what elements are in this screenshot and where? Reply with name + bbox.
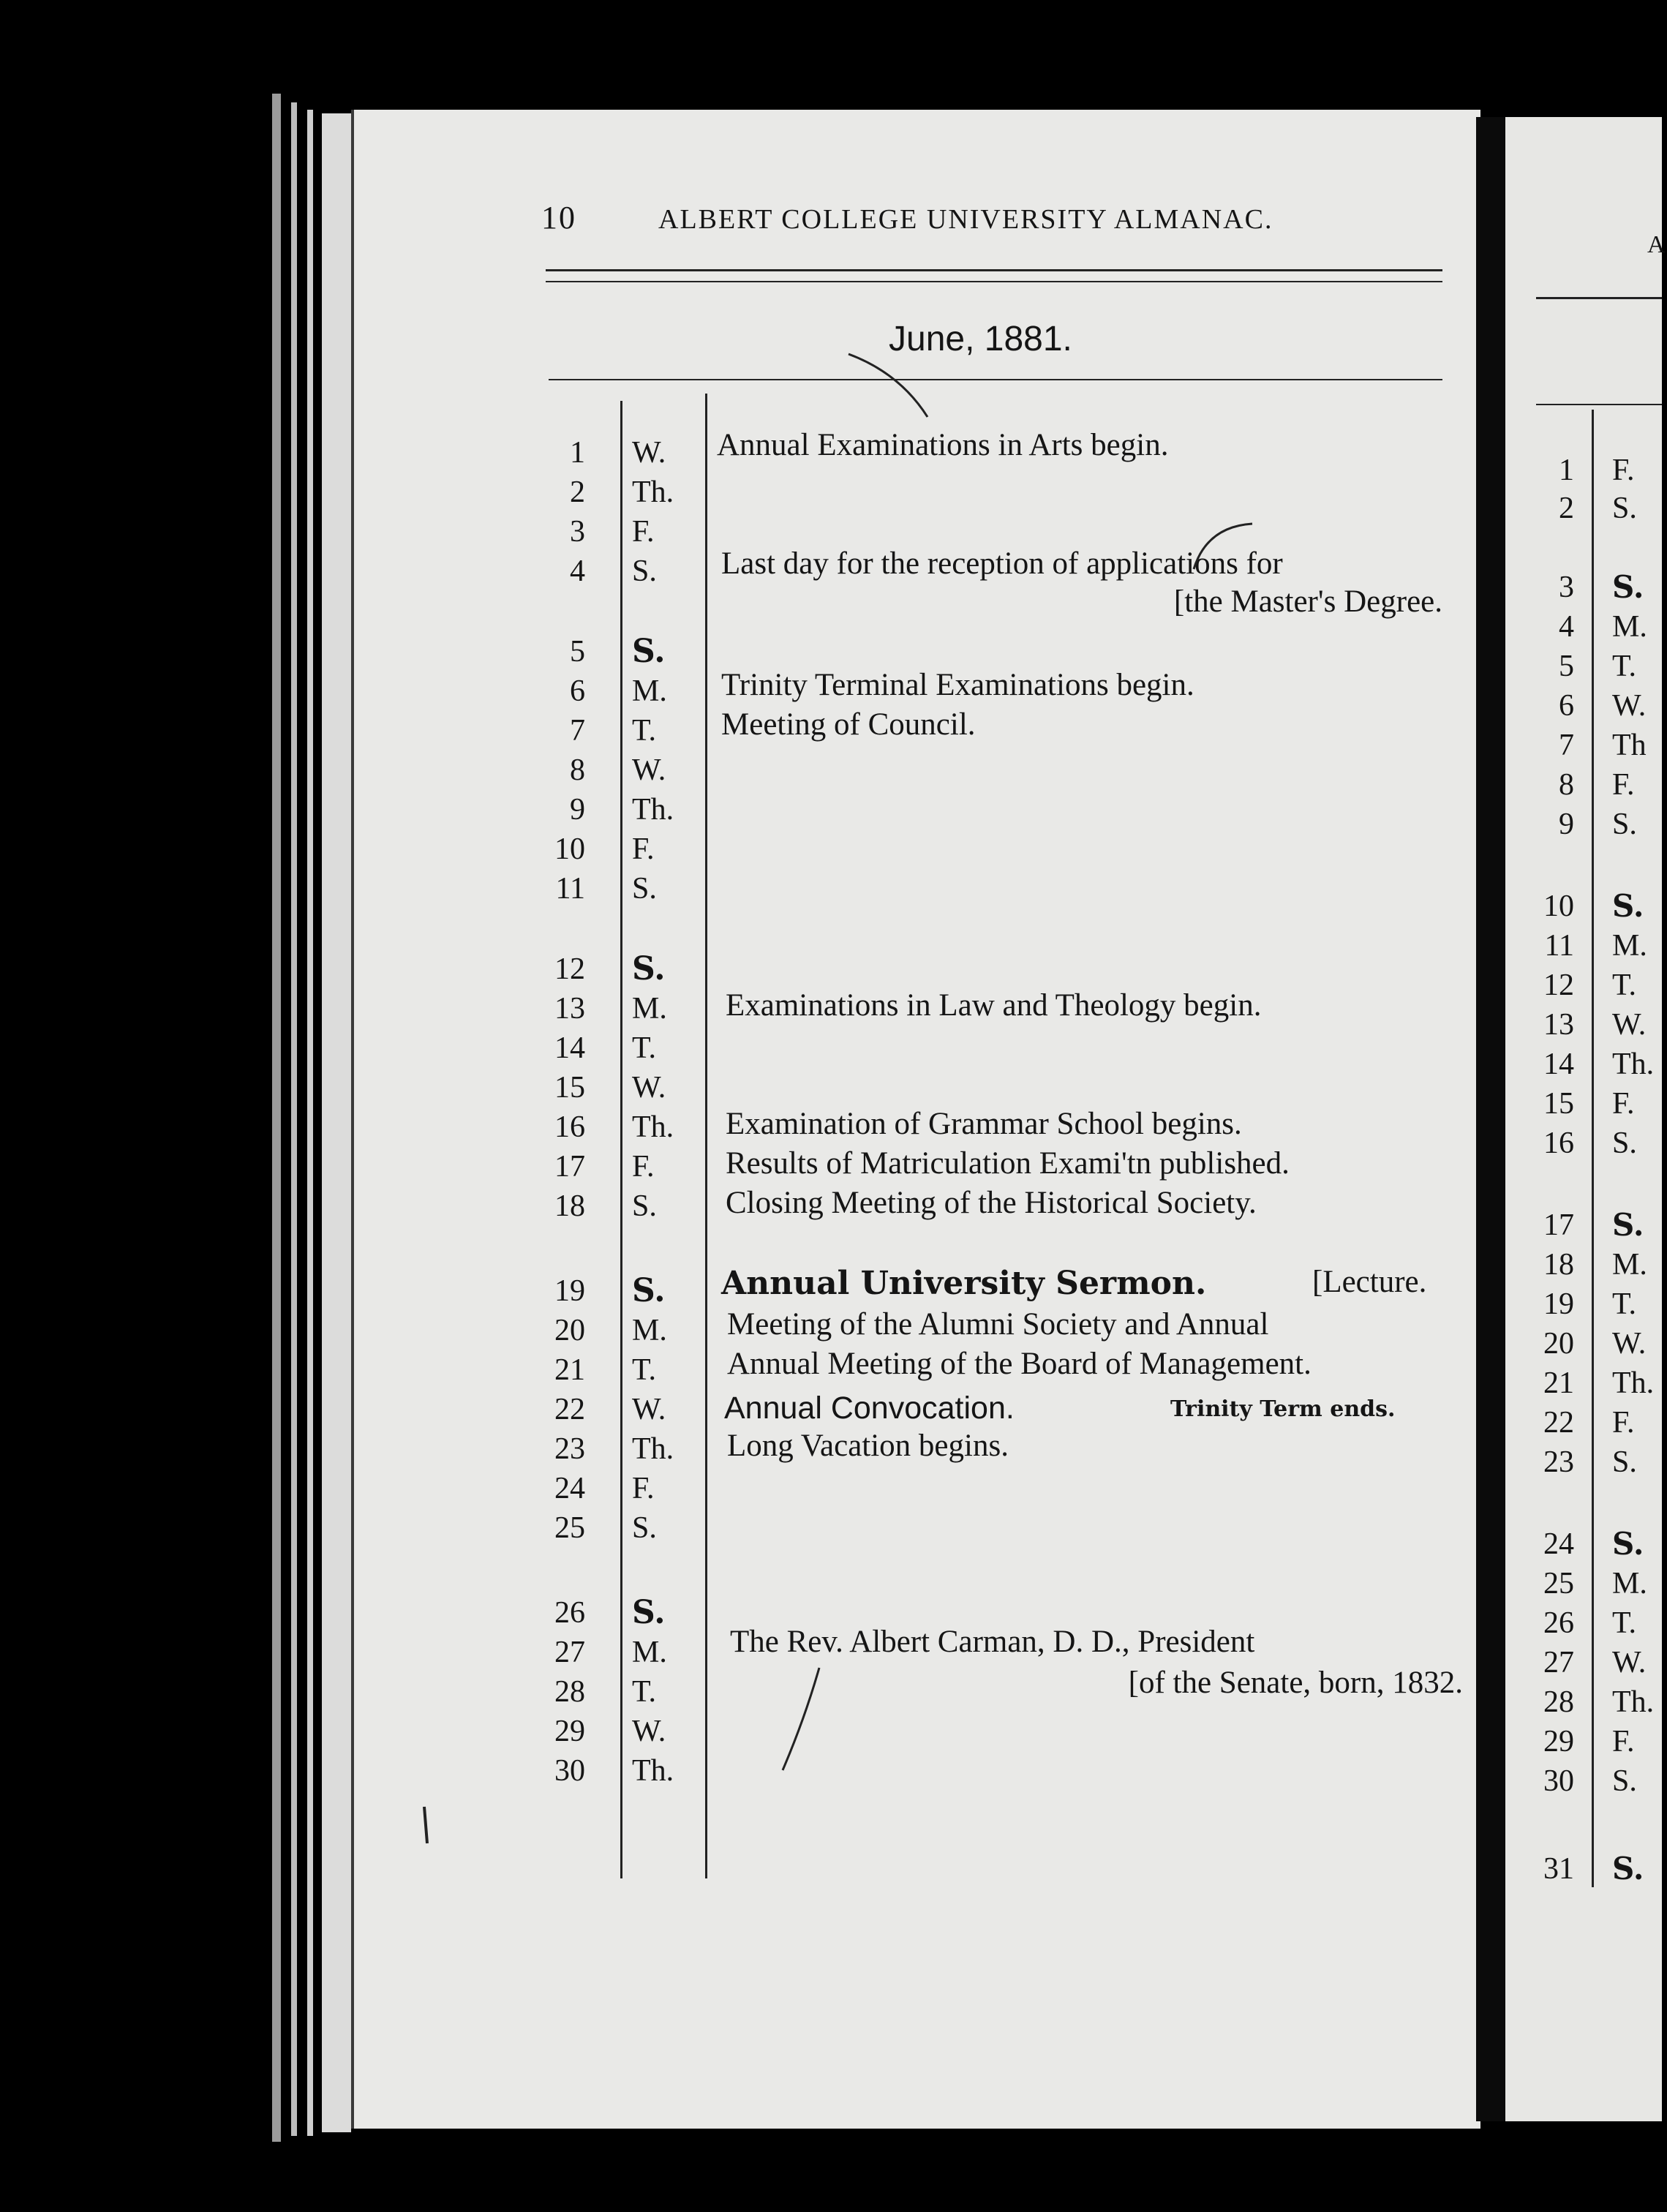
sunday-weekday: S. [632, 1594, 666, 1631]
right-day-number: 25 [1543, 1567, 1574, 1600]
pen-stroke [424, 1807, 427, 1843]
day-number: 6 [570, 674, 585, 708]
day-number: 18 [554, 1189, 585, 1223]
day-number: 26 [554, 1596, 585, 1630]
right-day-number: 23 [1543, 1445, 1574, 1479]
right-weekday: F. [1612, 1406, 1635, 1440]
right-weekday: M. [1612, 610, 1647, 644]
weekday: Th. [632, 793, 674, 827]
weekday: Th. [632, 1754, 674, 1788]
day-number: 28 [554, 1675, 585, 1709]
right-weekday: S. [1612, 1445, 1637, 1479]
right-day-number: 14 [1543, 1047, 1574, 1081]
right-weekday: M. [1612, 929, 1647, 963]
page-number: 10 [541, 200, 576, 236]
sunday-weekday: S. [632, 1272, 666, 1309]
right-day-number: 28 [1543, 1685, 1574, 1719]
right-weekday: W. [1612, 689, 1647, 723]
weekday: F. [632, 1472, 655, 1505]
event-text: Meeting of Council. [721, 707, 976, 742]
right-weekday: S. [1612, 1764, 1637, 1798]
day-number: 20 [554, 1314, 585, 1347]
right-day-number: 2 [1559, 492, 1574, 525]
day-number: 25 [554, 1511, 585, 1545]
weekday: Th. [632, 1432, 674, 1466]
event-text: Examination of Grammar School begins. [726, 1107, 1242, 1141]
event-continuation: [of the Senate, born, 1832. [1128, 1666, 1463, 1700]
weekday: M. [632, 992, 667, 1026]
right-weekday: T. [1612, 968, 1637, 1002]
weekday: W. [632, 1393, 666, 1426]
event-text: Closing Meeting of the Historical Society. [726, 1186, 1257, 1220]
pen-stroke [848, 354, 927, 417]
day-number: 27 [554, 1636, 585, 1669]
right-day-number: 1 [1559, 454, 1574, 487]
day-number: 21 [554, 1353, 585, 1387]
event-note-blackletter: Trinity Term ends. [1170, 1396, 1396, 1422]
weekday: T. [632, 1031, 657, 1065]
right-weekday: S. [1612, 808, 1637, 841]
right-sunday-weekday: S. [1612, 1526, 1644, 1562]
right-weekday: W. [1612, 1008, 1647, 1042]
day-number: 7 [570, 714, 585, 748]
day-number: 30 [554, 1754, 585, 1788]
weekday: Th. [632, 1110, 674, 1144]
event-text: Examinations in Law and Theology begin. [726, 988, 1262, 1023]
weekday: S. [632, 1189, 657, 1223]
right-sunday-weekday: S. [1612, 569, 1644, 605]
right-weekday: Th. [1612, 1685, 1655, 1719]
event-text: The Rev. Albert Carman, D. D., President [730, 1625, 1255, 1659]
right-day-number: 20 [1543, 1327, 1574, 1361]
day-number: 24 [554, 1472, 585, 1505]
weekday: F. [632, 515, 655, 549]
month-title: June, 1881. [889, 320, 1072, 358]
day-number: 1 [570, 436, 585, 470]
weekday: W. [632, 1071, 666, 1105]
event-text: Long Vacation begins. [727, 1429, 1009, 1463]
sunday-weekday: S. [632, 633, 666, 670]
right-page-header-fragment: A [1647, 231, 1667, 258]
right-weekday: M. [1612, 1567, 1647, 1600]
right-day-number: 31 [1543, 1852, 1574, 1886]
right-weekday: S. [1612, 492, 1637, 525]
weekday: T. [632, 1353, 657, 1387]
weekday: Th. [632, 475, 674, 509]
right-day-number: 24 [1543, 1527, 1574, 1561]
day-number: 17 [554, 1150, 585, 1184]
right-day-number: 6 [1559, 689, 1574, 723]
right-day-number: 8 [1559, 768, 1574, 802]
weekday: F. [632, 1150, 655, 1184]
sunday-weekday: S. [632, 950, 666, 988]
day-number: 29 [554, 1715, 585, 1748]
pen-stroke [783, 1668, 819, 1770]
right-weekday: T. [1612, 1287, 1637, 1321]
pen-stroke [1194, 524, 1252, 569]
weekday: M. [632, 1314, 667, 1347]
right-day-number: 21 [1543, 1366, 1574, 1400]
weekday: S. [632, 554, 657, 588]
right-day-number: 26 [1543, 1606, 1574, 1640]
day-number: 12 [554, 952, 585, 986]
weekday: M. [632, 674, 667, 708]
weekday: T. [632, 1675, 657, 1709]
right-day-number: 15 [1543, 1087, 1574, 1121]
weekday: W. [632, 753, 666, 787]
event-text: Results of Matriculation Exami'tn published. [726, 1146, 1290, 1181]
day-number: 9 [570, 793, 585, 827]
right-weekday: W. [1612, 1646, 1647, 1679]
right-weekday: W. [1612, 1327, 1647, 1361]
weekday: T. [632, 714, 657, 748]
event-continuation: [the Master's Degree. [1173, 584, 1442, 619]
right-weekday: F. [1612, 454, 1635, 487]
event-note: [Lecture. [1312, 1265, 1427, 1299]
weekday: W. [632, 436, 666, 470]
right-day-number: 5 [1559, 650, 1574, 683]
right-day-number: 7 [1559, 729, 1574, 762]
right-day-number: 17 [1543, 1208, 1574, 1242]
right-day-number: 4 [1559, 610, 1574, 644]
right-weekday: Th [1612, 729, 1647, 762]
right-day-number: 18 [1543, 1248, 1574, 1282]
right-day-number: 12 [1543, 968, 1574, 1002]
event-text: Annual Meeting of the Board of Management. [727, 1347, 1312, 1381]
event-text-blackletter: Annual University Sermon. [721, 1265, 1207, 1302]
almanac-title: ALBERT COLLEGE UNIVERSITY ALMANAC. [658, 204, 1273, 235]
day-number: 15 [554, 1071, 585, 1105]
day-number: 10 [554, 832, 585, 866]
right-day-number: 19 [1543, 1287, 1574, 1321]
right-weekday: F. [1612, 1725, 1635, 1758]
weekday: F. [632, 832, 655, 866]
day-number: 14 [554, 1031, 585, 1065]
right-day-number: 27 [1543, 1646, 1574, 1679]
day-number: 19 [554, 1274, 585, 1308]
right-day-number: 3 [1559, 571, 1574, 604]
day-number: 4 [570, 554, 585, 588]
right-weekday: T. [1612, 1606, 1637, 1640]
right-sunday-weekday: S. [1612, 1207, 1644, 1243]
day-number: 23 [554, 1432, 585, 1466]
right-sunday-weekday: S. [1612, 888, 1644, 924]
right-weekday: F. [1612, 768, 1635, 802]
right-day-number: 16 [1543, 1126, 1574, 1160]
event-text: Trinity Terminal Examinations begin. [721, 668, 1194, 702]
weekday: S. [632, 872, 657, 906]
right-day-number: 30 [1543, 1764, 1574, 1798]
day-number: 2 [570, 475, 585, 509]
event-text: Annual Convocation. [724, 1391, 1015, 1426]
right-weekday: T. [1612, 650, 1637, 683]
right-weekday: F. [1612, 1087, 1635, 1121]
day-number: 16 [554, 1110, 585, 1144]
event-text: Meeting of the Alumni Society and Annual [727, 1307, 1269, 1342]
right-day-number: 22 [1543, 1406, 1574, 1440]
weekday: W. [632, 1715, 666, 1748]
day-number: 5 [570, 635, 585, 669]
right-day-number: 11 [1544, 929, 1574, 963]
event-text: Last day for the reception of applications for [721, 546, 1283, 581]
day-number: 11 [555, 872, 585, 906]
right-weekday: Th. [1612, 1366, 1655, 1400]
day-number: 22 [554, 1393, 585, 1426]
right-day-number: 9 [1559, 808, 1574, 841]
weekday: M. [632, 1636, 667, 1669]
right-day-number: 29 [1543, 1725, 1574, 1758]
weekday: S. [632, 1511, 657, 1545]
day-number: 13 [554, 992, 585, 1026]
right-weekday: S. [1612, 1126, 1637, 1160]
right-day-number: 10 [1543, 889, 1574, 923]
right-weekday: M. [1612, 1248, 1647, 1282]
right-sunday-weekday: S. [1612, 1851, 1644, 1886]
right-weekday: Th. [1612, 1047, 1655, 1081]
right-day-number: 13 [1543, 1008, 1574, 1042]
event-text: Annual Examinations in Arts begin. [717, 428, 1169, 462]
day-number: 3 [570, 515, 585, 549]
day-number: 8 [570, 753, 585, 787]
